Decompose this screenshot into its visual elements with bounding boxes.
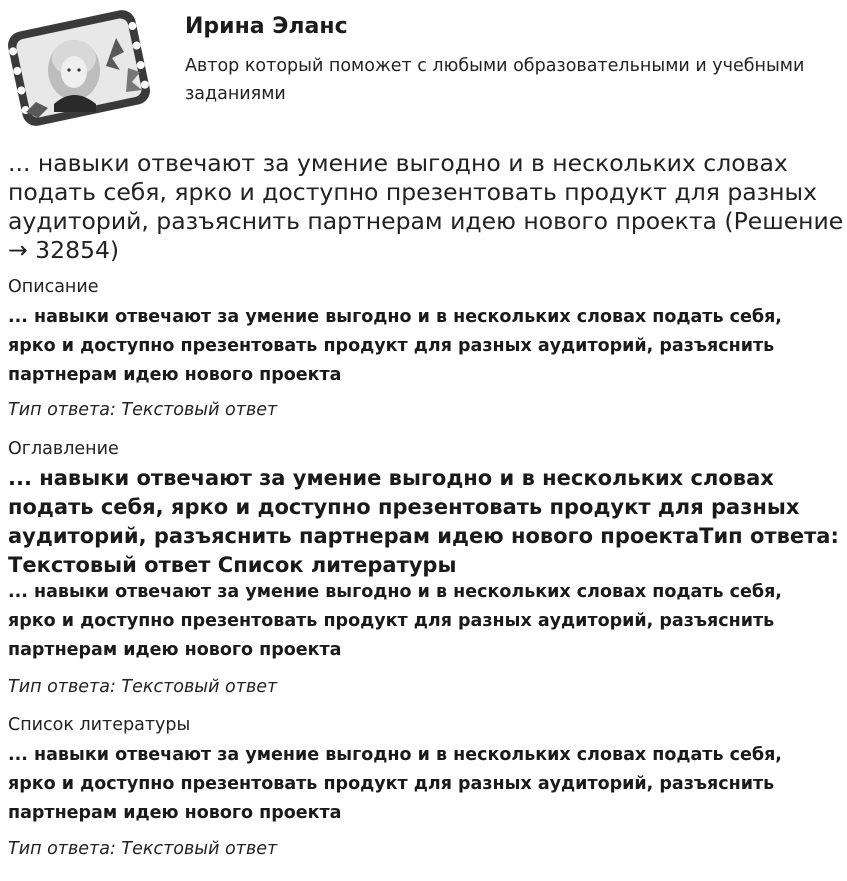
author-card <box>8 8 838 130</box>
author-description: Автор который поможет с любыми образовательными и учебными заданиями <box>185 56 805 104</box>
description-text: ... навыки отвечают за умение выгодно и в нескольких словах подать себя, ярко и доступно презентовать продукт для разных аудиторий, разъяснить партнерам идею нового проекта <box>8 307 782 385</box>
toc-label: Оглавление <box>8 439 119 459</box>
bibliography-label: Список литературы <box>8 715 191 735</box>
bibliography-answer-type: Тип ответа: Текстовый ответ <box>8 839 278 859</box>
description-answer-type: Тип ответа: Текстовый ответ <box>8 400 278 420</box>
bibliography-text: ... навыки отвечают за умение выгодно и в нескольких словах подать себя, ярко и доступно презентовать продукт для разных аудиторий, разъяснить партнерам идею нового проекта <box>8 745 782 823</box>
toc-answer-type: Тип ответа: Текстовый ответ <box>8 677 278 697</box>
toc-text: ... навыки отвечают за умение выгодно и в нескольких словах подать себя, ярко и доступно презентовать продукт для разных аудиторий, разъяснить партнерам идею нового проекта <box>8 582 782 660</box>
toc-heading: ... навыки отвечают за умение выгодно и в нескольких словах подать себя, ярко и доступно презентовать продукт для разных аудиторий, разъяснить партнерам идею нового проектаТип ответа: Текстовый ответ Список литературы <box>8 466 839 577</box>
description-label: Описание <box>8 277 99 297</box>
author-name: Ирина Эланс <box>185 14 348 39</box>
author-avatar <box>8 8 150 128</box>
page-title: ... навыки отвечают за умение выгодно и в нескольких словах подать себя, ярко и доступно презентовать продукт для разных аудиторий, разъяснить партнерам идею нового проекта (Решение → 32854) <box>8 149 844 264</box>
